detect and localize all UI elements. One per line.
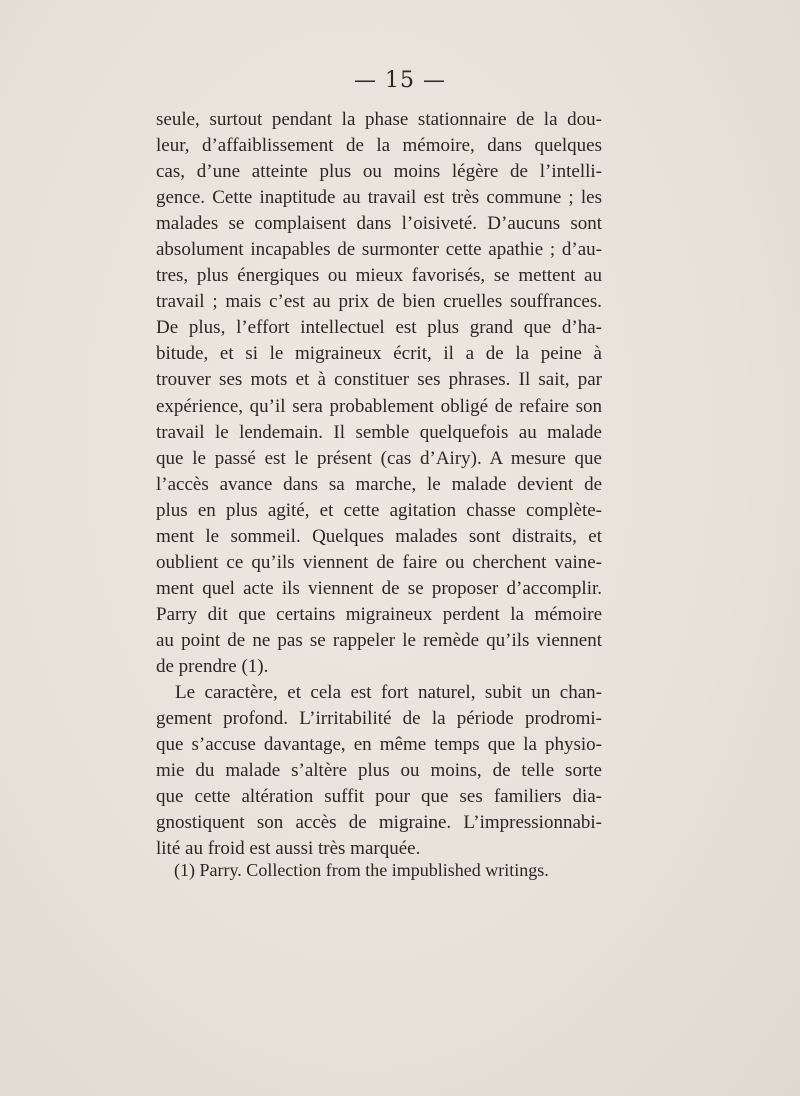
text-line: que le passé est le présent (cas d’Airy). A mesure que xyxy=(156,447,602,469)
text-line: De plus, l’effort intellectuel est plus grand que d’ha- xyxy=(156,317,602,339)
text-line: leur, d’affaiblissement de la mémoire, dans quelques xyxy=(156,135,602,157)
text-line: bitude, et si le migraineux écrit, il a de la peine à xyxy=(156,343,602,365)
text-line: gnostiquent son accès de migraine. L’impressionnabi- xyxy=(156,812,602,834)
text-line: Parry dit que certains migraineux perdent la mémoire xyxy=(156,603,602,625)
text-line: gement profond. L’irritabilité de la période prodromi- xyxy=(156,708,602,730)
paragraph-start-line: Le caractère, et cela est fort naturel, subit un chan- xyxy=(175,682,602,704)
page-number: — 15 — xyxy=(354,68,446,93)
text-line: travail ; mais c’est au prix de bien cruelles souffrances. xyxy=(156,291,602,313)
text-line: seule, surtout pendant la phase stationnaire de la dou- xyxy=(156,109,602,130)
text-line: absolument incapables de surmonter cette apathie ; d’au- xyxy=(156,239,602,261)
text-line: que s’accuse davantage, en même temps que la physio- xyxy=(156,734,602,756)
text-line: malades se complaisent dans l’oisiveté. D’aucuns sont xyxy=(156,213,602,235)
text-line: gence. Cette inaptitude au travail est très commune ; les xyxy=(156,187,602,209)
text-line: tres, plus énergiques ou mieux favorisés, se mettent au xyxy=(156,265,602,287)
text-line: lité au froid est aussi très marquée. xyxy=(156,838,421,860)
text-line: plus en plus agité, et cette agitation chasse complète- xyxy=(156,499,602,521)
text-line: travail le lendemain. Il semble quelquefois au malade xyxy=(156,421,602,443)
text-line: oublient ce qu’ils viennent de faire ou cherchent vaine- xyxy=(156,551,602,573)
text-line: que cette altération suffit pour que ses familiers dia- xyxy=(156,786,602,808)
text-line: au point de ne pas se rappeler le remède qu’ils viennent xyxy=(156,629,602,651)
text-line: l’accès avance dans sa marche, le malade devient de xyxy=(156,473,602,495)
body-text xyxy=(156,107,602,862)
text-line: ment le sommeil. Quelques malades sont distraits, et xyxy=(156,525,602,547)
text-line: ment quel acte ils viennent de se proposer d’accomplir. xyxy=(156,577,602,599)
text-line: trouver ses mots et à constituer ses phrases. Il sait, par xyxy=(156,369,602,391)
text-line: expérience, qu’il sera probablement obligé de refaire son xyxy=(156,395,602,417)
text-line: cas, d’une atteinte plus ou moins légère de l’intelli- xyxy=(156,161,602,183)
text-line: de prendre (1). xyxy=(156,655,269,677)
text-line: mie du malade s’altère plus ou moins, de telle sorte xyxy=(156,760,602,782)
footnote: (1) Parry. Collection from the impublished writings. xyxy=(174,860,549,880)
